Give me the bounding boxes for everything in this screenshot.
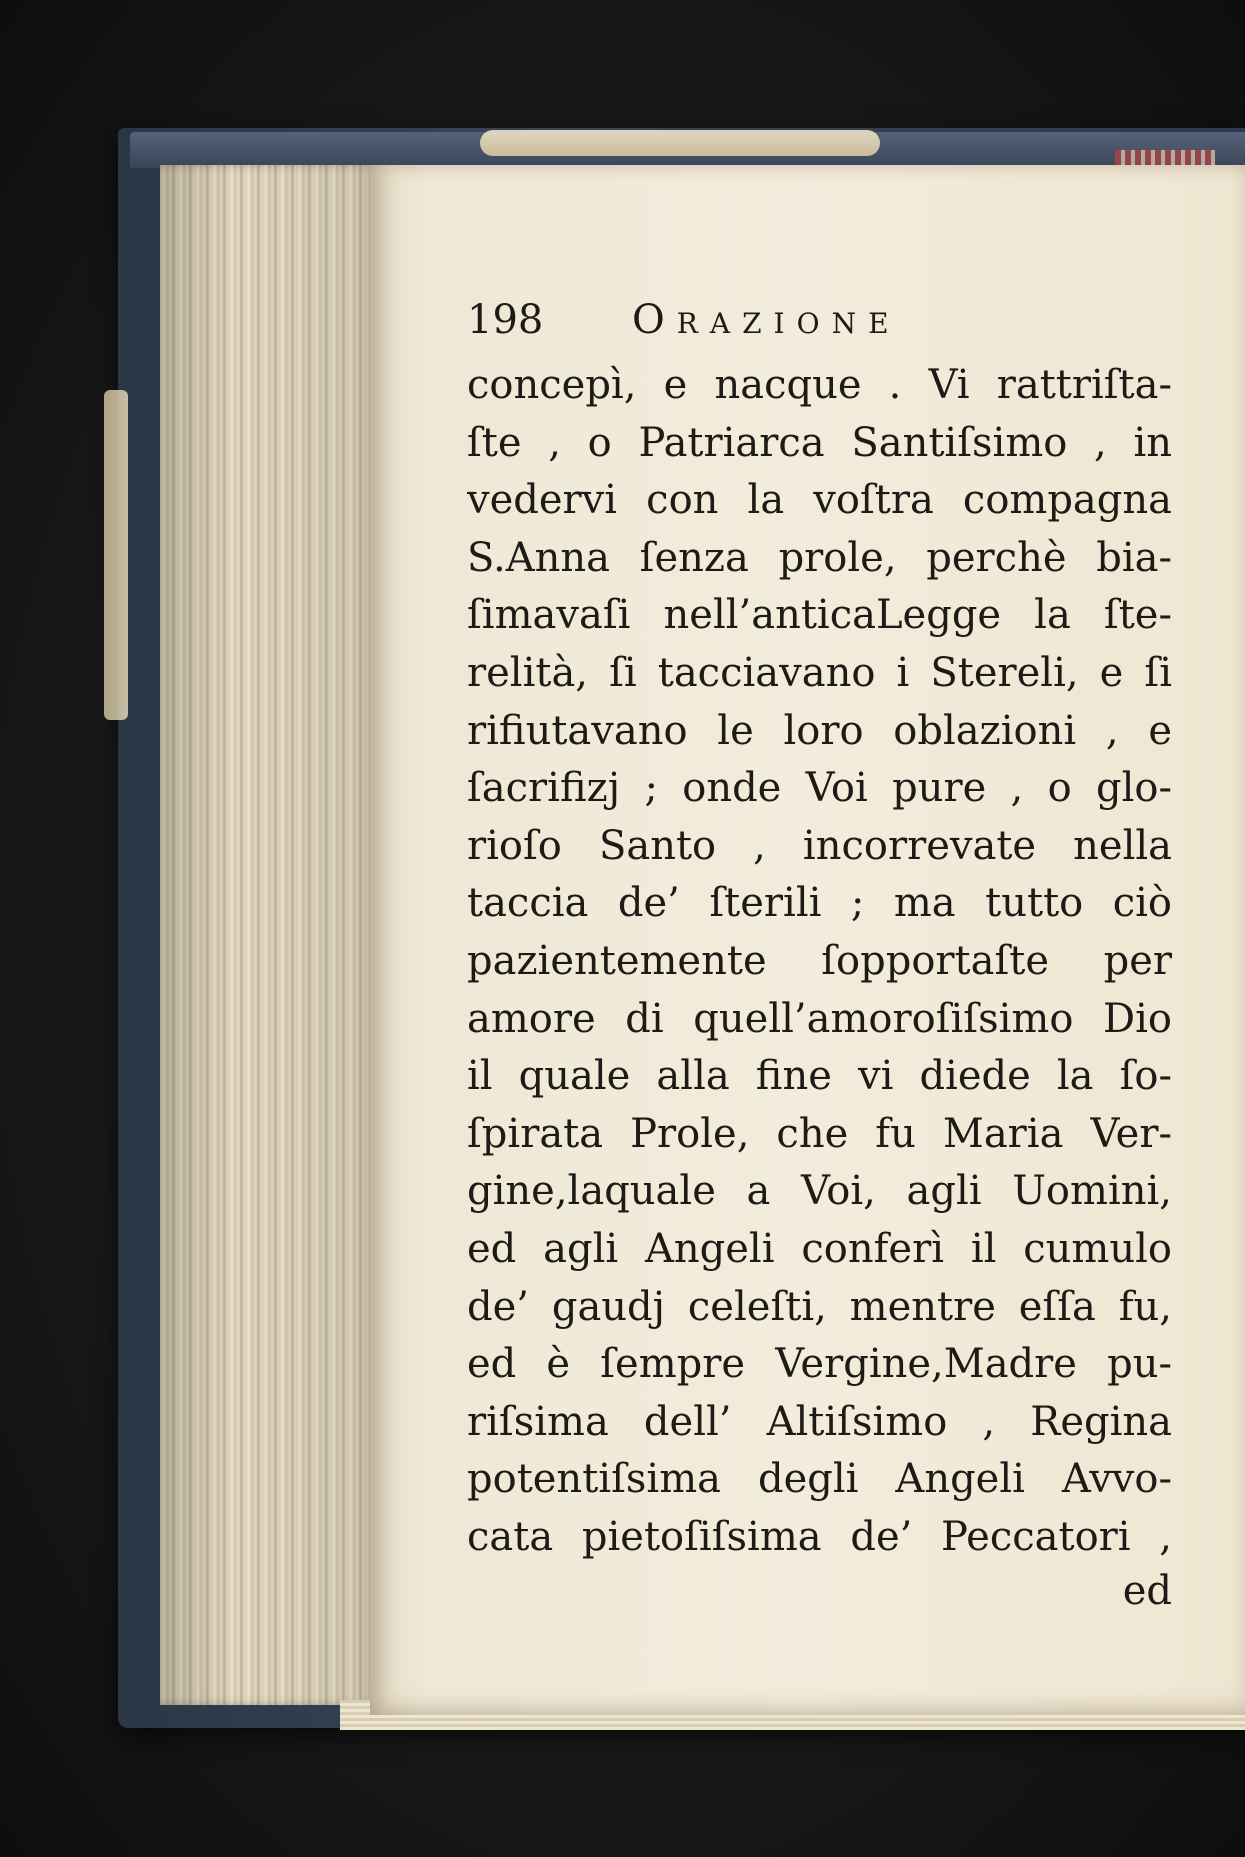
page-edges-shadow [160, 165, 375, 1705]
text-line: ed è ſempre Vergine,Madre pu- [467, 1341, 1172, 1388]
text-line: gine,laquale a Voi, agli Uomini, [467, 1168, 1172, 1215]
text-line: ſte , o Patriarca Santiſsimo , in [467, 419, 1172, 466]
text-line: ſimavaſi nell’anticaLegge la ſte- [467, 592, 1172, 639]
binding-strip [480, 130, 880, 156]
text-line: taccia de’ ſterili ; ma tutto ciò [467, 880, 1172, 927]
catchword: ed [1122, 1568, 1172, 1615]
text-line: amore di quell’amoroſiſsimo Dio [467, 995, 1172, 1042]
page-text [467, 297, 1172, 1616]
text-line: riſsima dell’ Altiſsimo , Regina [467, 1398, 1172, 1445]
text-line: ſacrifizj ; onde Voi pure , o glo- [467, 765, 1172, 812]
text-line: il quale alla fine vi diede la ſo- [467, 1053, 1172, 1100]
text-line: ſpirata Prole, che fu Maria Ver- [467, 1110, 1172, 1157]
text-line: S.Anna ſenza prole, perchè bia- [467, 534, 1172, 581]
text-line: rioſo Santo , incorrevate nella [467, 822, 1172, 869]
running-head [467, 297, 1172, 357]
text-line: rifiutavano le loro oblazioni , e [467, 707, 1172, 754]
text-line: concepì, e nacque . Vi rattriſta- [467, 362, 1172, 408]
frayed-cover-edge [104, 390, 128, 720]
text-line: pazientemente ſopportaſte per [467, 937, 1172, 984]
text-line: potentiſsima degli Angeli Avvo- [467, 1456, 1172, 1503]
text-line: relità, ſi tacciavano i Stereli, e ſi [467, 649, 1172, 696]
running-head-title: Orazione [632, 297, 901, 343]
page-number: 198 [467, 297, 544, 343]
text-line: vedervi con la voſtra compagna [467, 477, 1172, 524]
text-line: ed agli Angeli conferì il cumulo [467, 1225, 1172, 1272]
text-line: cata pietoſiſsima de’ Peccatori , [467, 1513, 1172, 1560]
text-line: de’ gaudj celeſti, mentre eſſa fu, [467, 1283, 1172, 1330]
